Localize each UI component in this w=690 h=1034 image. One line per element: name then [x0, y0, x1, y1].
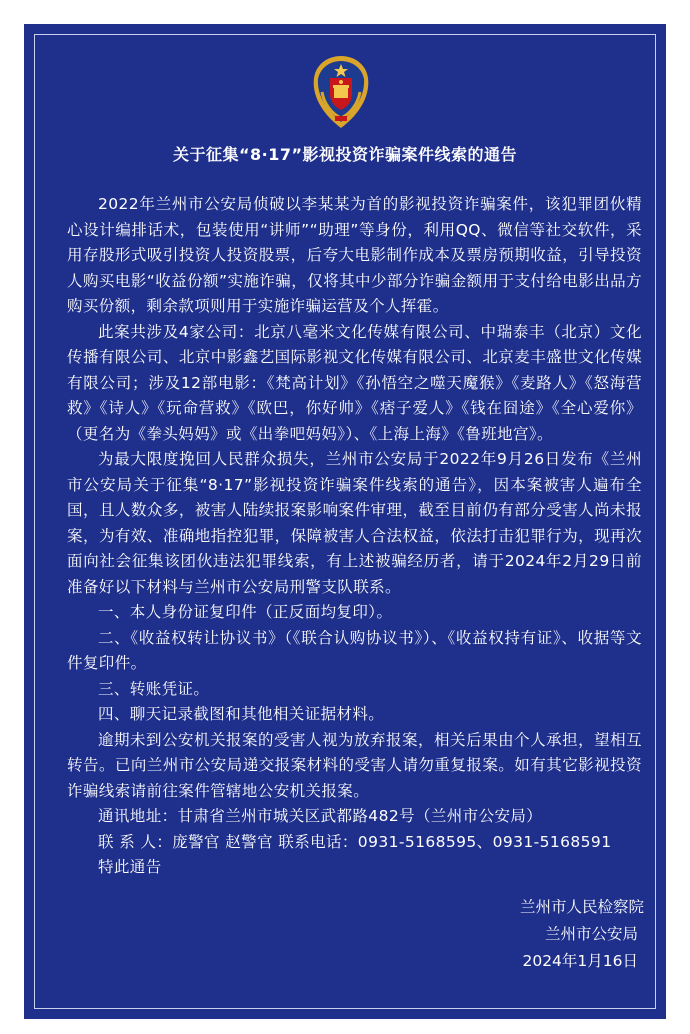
contact-address: 通讯地址：甘肃省兰州市城关区武都路482号（兰州市公安局） — [98, 807, 543, 825]
paragraph-case-summary: 2022年兰州市公安局侦破以李某某为首的影视投资诈骗案件，该犯罪团伙精心设计编排话术，包装使用“讲师”“助理”等身份，利用QQ、微信等社交软件，采用存股形式吸引投资人投资股票，后夸大电影制作成本及票房预期收益，引导投资人购买电影“收益份额”实施诈骗，仅将其中少部分诈骗金额用于支付给电影出品方购买份额，剩余款项则用于实施诈骗运营及个人挥霍。 — [67, 195, 642, 315]
paragraph-appeal: 为最大限度挽回人民群众损失，兰州市公安局于2022年9月26日发布《兰州市公安局关于征集“8·17”影视投资诈骗案件线索的通告》，因本案被害人遍布全国，且人数众多，被害人陆续报案影响案件审理，截至目前仍有部分受害人尚未报案，为有效、准确地指控犯罪，保障被害人合法权益，依法打击犯罪行为，现再次面向社会征集该团伙违法犯罪线索，有上述被骗经历者，请于2024年2月29日前准备好以下材料与兰州市公安局刑警支队联系。 — [67, 450, 642, 596]
notice-body — [67, 192, 642, 881]
signature-org-police: 兰州市公安局 — [544, 925, 638, 943]
paragraph-deadline-note: 逾期未到公安机关报案的受害人视为放弃报案，相关后果由个人承担，望相互转告。已向兰州市公安局递交报案材料的受害人请勿重复报案。如有其它影视投资诈骗线索请前往案件管辖地公安机关报案。 — [67, 730, 642, 800]
notice-title: 关于征集“8·17”影视投资诈骗案件线索的通告 — [172, 145, 517, 164]
contact-phone: 联 系 人：庞警官 赵警官 联系电话：0931-5168595、0931-5168591 — [98, 832, 612, 851]
closing-line: 特此通告 — [98, 858, 162, 876]
list-item-transfer-voucher: 三、转账凭证。 — [98, 679, 210, 698]
paragraph-companies-films: 此案共涉及4家公司：北京八毫米文化传媒有限公司、中瑞泰丰（北京）文化传播有限公司、北京中影鑫艺国际影视文化传媒有限公司、北京麦丰盛世文化传媒有限公司；涉及12部电影：《梵高计划》《孙悟空之噬天魔猴》《麦路人》《怒海营救》《诗人》《玩命营救》《欧巴，你好帅》《痞子爱人》《钱在囧途》《全心爱你》（更名为《拳头妈妈》或《出拳吧妈妈》）、《上海上海》《鲁班地宫》。 — [67, 322, 642, 443]
signature-block — [520, 894, 644, 975]
police-emblem-icon — [310, 52, 372, 132]
signature-date: 2024年1月16日 — [522, 952, 638, 970]
list-item-chat-records: 四、聊天记录截图和其他相关证据材料。 — [98, 705, 385, 723]
list-item-agreements: 二、《收益权转让协议书》（《联合认购协议书》）、《收益权持有证》、收据等文件复印件。 — [67, 628, 642, 672]
list-item-id-card: 一、本人身份证复印件（正反面均复印）。 — [98, 603, 393, 621]
signature-org-procuratorate: 兰州市人民检察院 — [519, 898, 644, 916]
notice-board — [24, 24, 666, 1019]
